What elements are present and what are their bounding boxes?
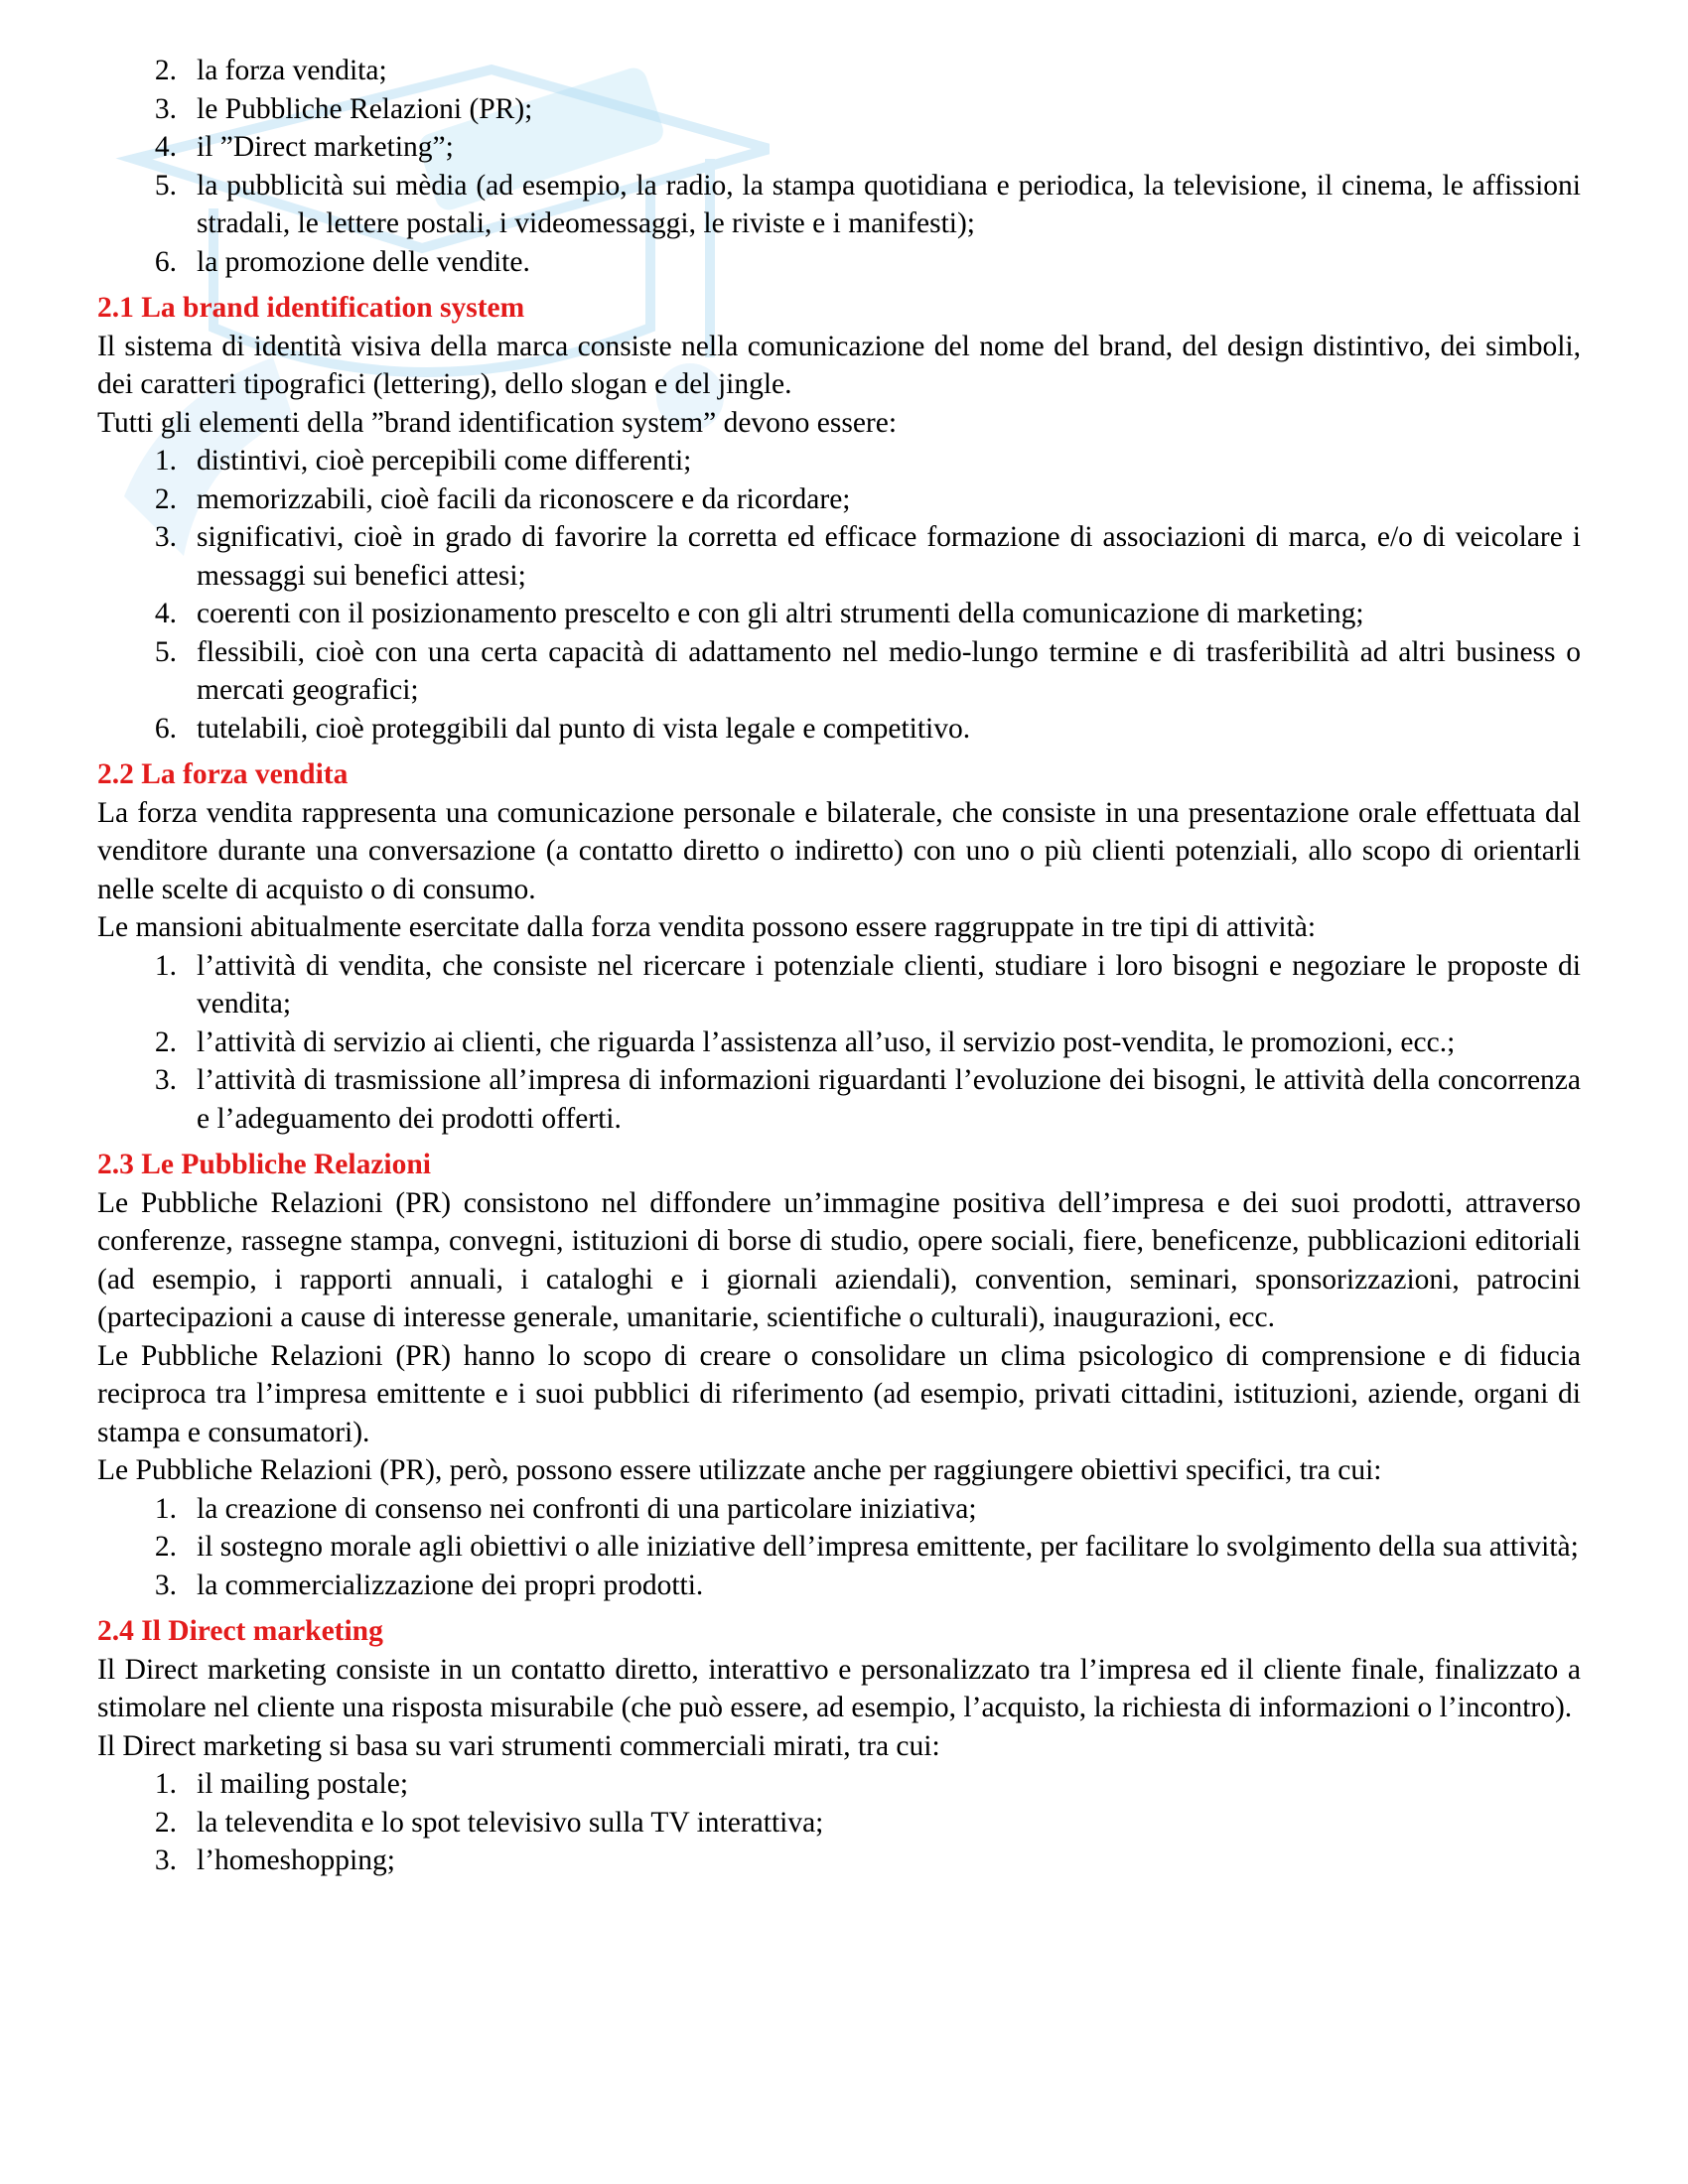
paragraph: Le mansioni abitualmente esercitate dalla forza vendita possono essere raggruppate in tre tipi di attività: bbox=[97, 911, 1317, 943]
section-heading-2-4: 2.4 Il Direct marketing bbox=[97, 1615, 383, 1647]
section-heading-2-1: 2.1 La brand identification system bbox=[97, 292, 525, 324]
list-item: 4. il ”Direct marketing”; bbox=[154, 131, 454, 163]
paragraph: Le Pubbliche Relazioni (PR) hanno lo scopo di creare o consolidare un clima psicologico di comprensione e di fiducia reciproca tra l’impresa emittente e i suoi pubblici di riferimento (ad esempio, privati cittadini, istituzioni, aziende, organi di stampa e consumatori). bbox=[97, 1339, 1581, 1448]
paragraph: Il sistema di identità visiva della marca consiste nella comunicazione del nome del brand, del design distintivo, dei simboli, dei caratteri tipografici (lettering), dello slogan e del jingle. bbox=[97, 330, 1581, 400]
sales-force-activities-list bbox=[97, 947, 1581, 1139]
list-item: 1. distintivi, cioè percepibili come differenti; bbox=[154, 445, 692, 477]
document-page bbox=[97, 52, 1581, 1880]
list-item: 5. la pubblicità sui mèdia (ad esempio, la radio, la stampa quotidiana e periodica, la televisione, il cinema, le affissioni stradali, le lettere postali, i videomessaggi, le riviste e i manifesti); bbox=[154, 169, 1581, 239]
list-item: 2. la forza vendita; bbox=[154, 55, 387, 86]
list-item: 2. la televendita e lo spot televisivo sulla TV interattiva; bbox=[154, 1806, 824, 1839]
list-item: 1. l’attività di vendita, che consiste nel ricercare i potenziale clienti, studiare i loro bisogni e negoziare le proposte di vendita; bbox=[154, 949, 1581, 1020]
list-item: 3. le Pubbliche Relazioni (PR); bbox=[154, 92, 533, 125]
list-item: 6. tutelabili, cioè proteggibili dal punto di vista legale e competitivo. bbox=[154, 712, 971, 745]
list-item: 3. la commercializzazione dei propri prodotti. bbox=[154, 1569, 704, 1601]
list-item: 2. memorizzabili, cioè facili da riconoscere e da ricordare; bbox=[154, 482, 851, 515]
list-item: 1. la creazione di consenso nei confronti di una particolare iniziativa; bbox=[154, 1492, 977, 1525]
brand-identification-list bbox=[97, 442, 1581, 748]
direct-marketing-tools-list bbox=[97, 1765, 1581, 1880]
paragraph: Le Pubbliche Relazioni (PR) consistono nel diffondere un’immagine positiva dell’impresa e dei suoi prodotti, attraverso conferenze, rassegne stampa, convegni, istituzioni di borse di studio, opere sociali, fiere, beneficenze, pubblicazioni editoriali (ad esempio, i rapporti annuali, i cataloghi e i giornali aziendali), convention, seminari, sponsorizzazioni, patrocini (partecipazioni a cause di interesse generale, umanitarie, scientifiche o culturali), inaugurazioni, ecc. bbox=[97, 1186, 1581, 1333]
list-item: 2. l’attività di servizio ai clienti, che riguarda l’assistenza all’uso, il servizio post-vendita, le promozioni, ecc.; bbox=[154, 1025, 1456, 1058]
paragraph: La forza vendita rappresenta una comunicazione personale e bilaterale, che consiste in una presentazione orale effettuata dal venditore durante una conversazione (a contatto diretto o indiretto) con uno o più clienti potenziali, allo scopo di orientarli nelle scelte di acquisto o di consumo. bbox=[97, 796, 1581, 905]
paragraph: Il Direct marketing consiste in un contatto diretto, interattivo e personalizzato tra l’impresa ed il cliente finale, finalizzato a stimolare nel cliente una risposta misurabile (che può essere, ad esempio, l’acquisto, la richiesta di informazioni o l’incontro). bbox=[97, 1653, 1581, 1723]
list-item: 3. l’homeshopping; bbox=[154, 1844, 395, 1876]
section-heading-2-3: 2.3 Le Pubbliche Relazioni bbox=[97, 1149, 431, 1180]
paragraph: Il Direct marketing si basa su vari strumenti commerciali mirati, tra cui: bbox=[97, 1729, 940, 1762]
pr-objectives-list bbox=[97, 1490, 1581, 1605]
list-item: 5. flessibili, cioè con una certa capacità di adattamento nel medio-lungo termine e di trasferibilità ad altri business o mercati geografici; bbox=[154, 635, 1581, 706]
list-item: 1. il mailing postale; bbox=[154, 1768, 409, 1800]
list-item: 3. significativi, cioè in grado di favorire la corretta ed efficace formazione di associazioni di marca, e/o di veicolare i messaggi sui benefici attesi; bbox=[154, 521, 1581, 592]
paragraph: Tutti gli elementi della ”brand identification system” devono essere: bbox=[97, 406, 898, 439]
intro-list bbox=[97, 52, 1581, 281]
list-item: 3. l’attività di trasmissione all’impresa di informazioni riguardanti l’evoluzione dei bisogni, le attività della concorrenza e l’adeguamento dei prodotti offerti. bbox=[154, 1064, 1581, 1135]
list-item: 6. la promozione delle vendite. bbox=[154, 245, 530, 278]
paragraph: Le Pubbliche Relazioni (PR), però, possono essere utilizzate anche per raggiungere obiettivi specifici, tra cui: bbox=[97, 1454, 1382, 1486]
section-heading-2-2: 2.2 La forza vendita bbox=[97, 758, 349, 790]
list-item: 4. coerenti con il posizionamento prescelto e con gli altri strumenti della comunicazione di marketing; bbox=[154, 598, 1364, 629]
list-item: 2. il sostegno morale agli obiettivi o alle iniziative dell’impresa emittente, per facilitare lo svolgimento della sua attività; bbox=[154, 1531, 1579, 1563]
